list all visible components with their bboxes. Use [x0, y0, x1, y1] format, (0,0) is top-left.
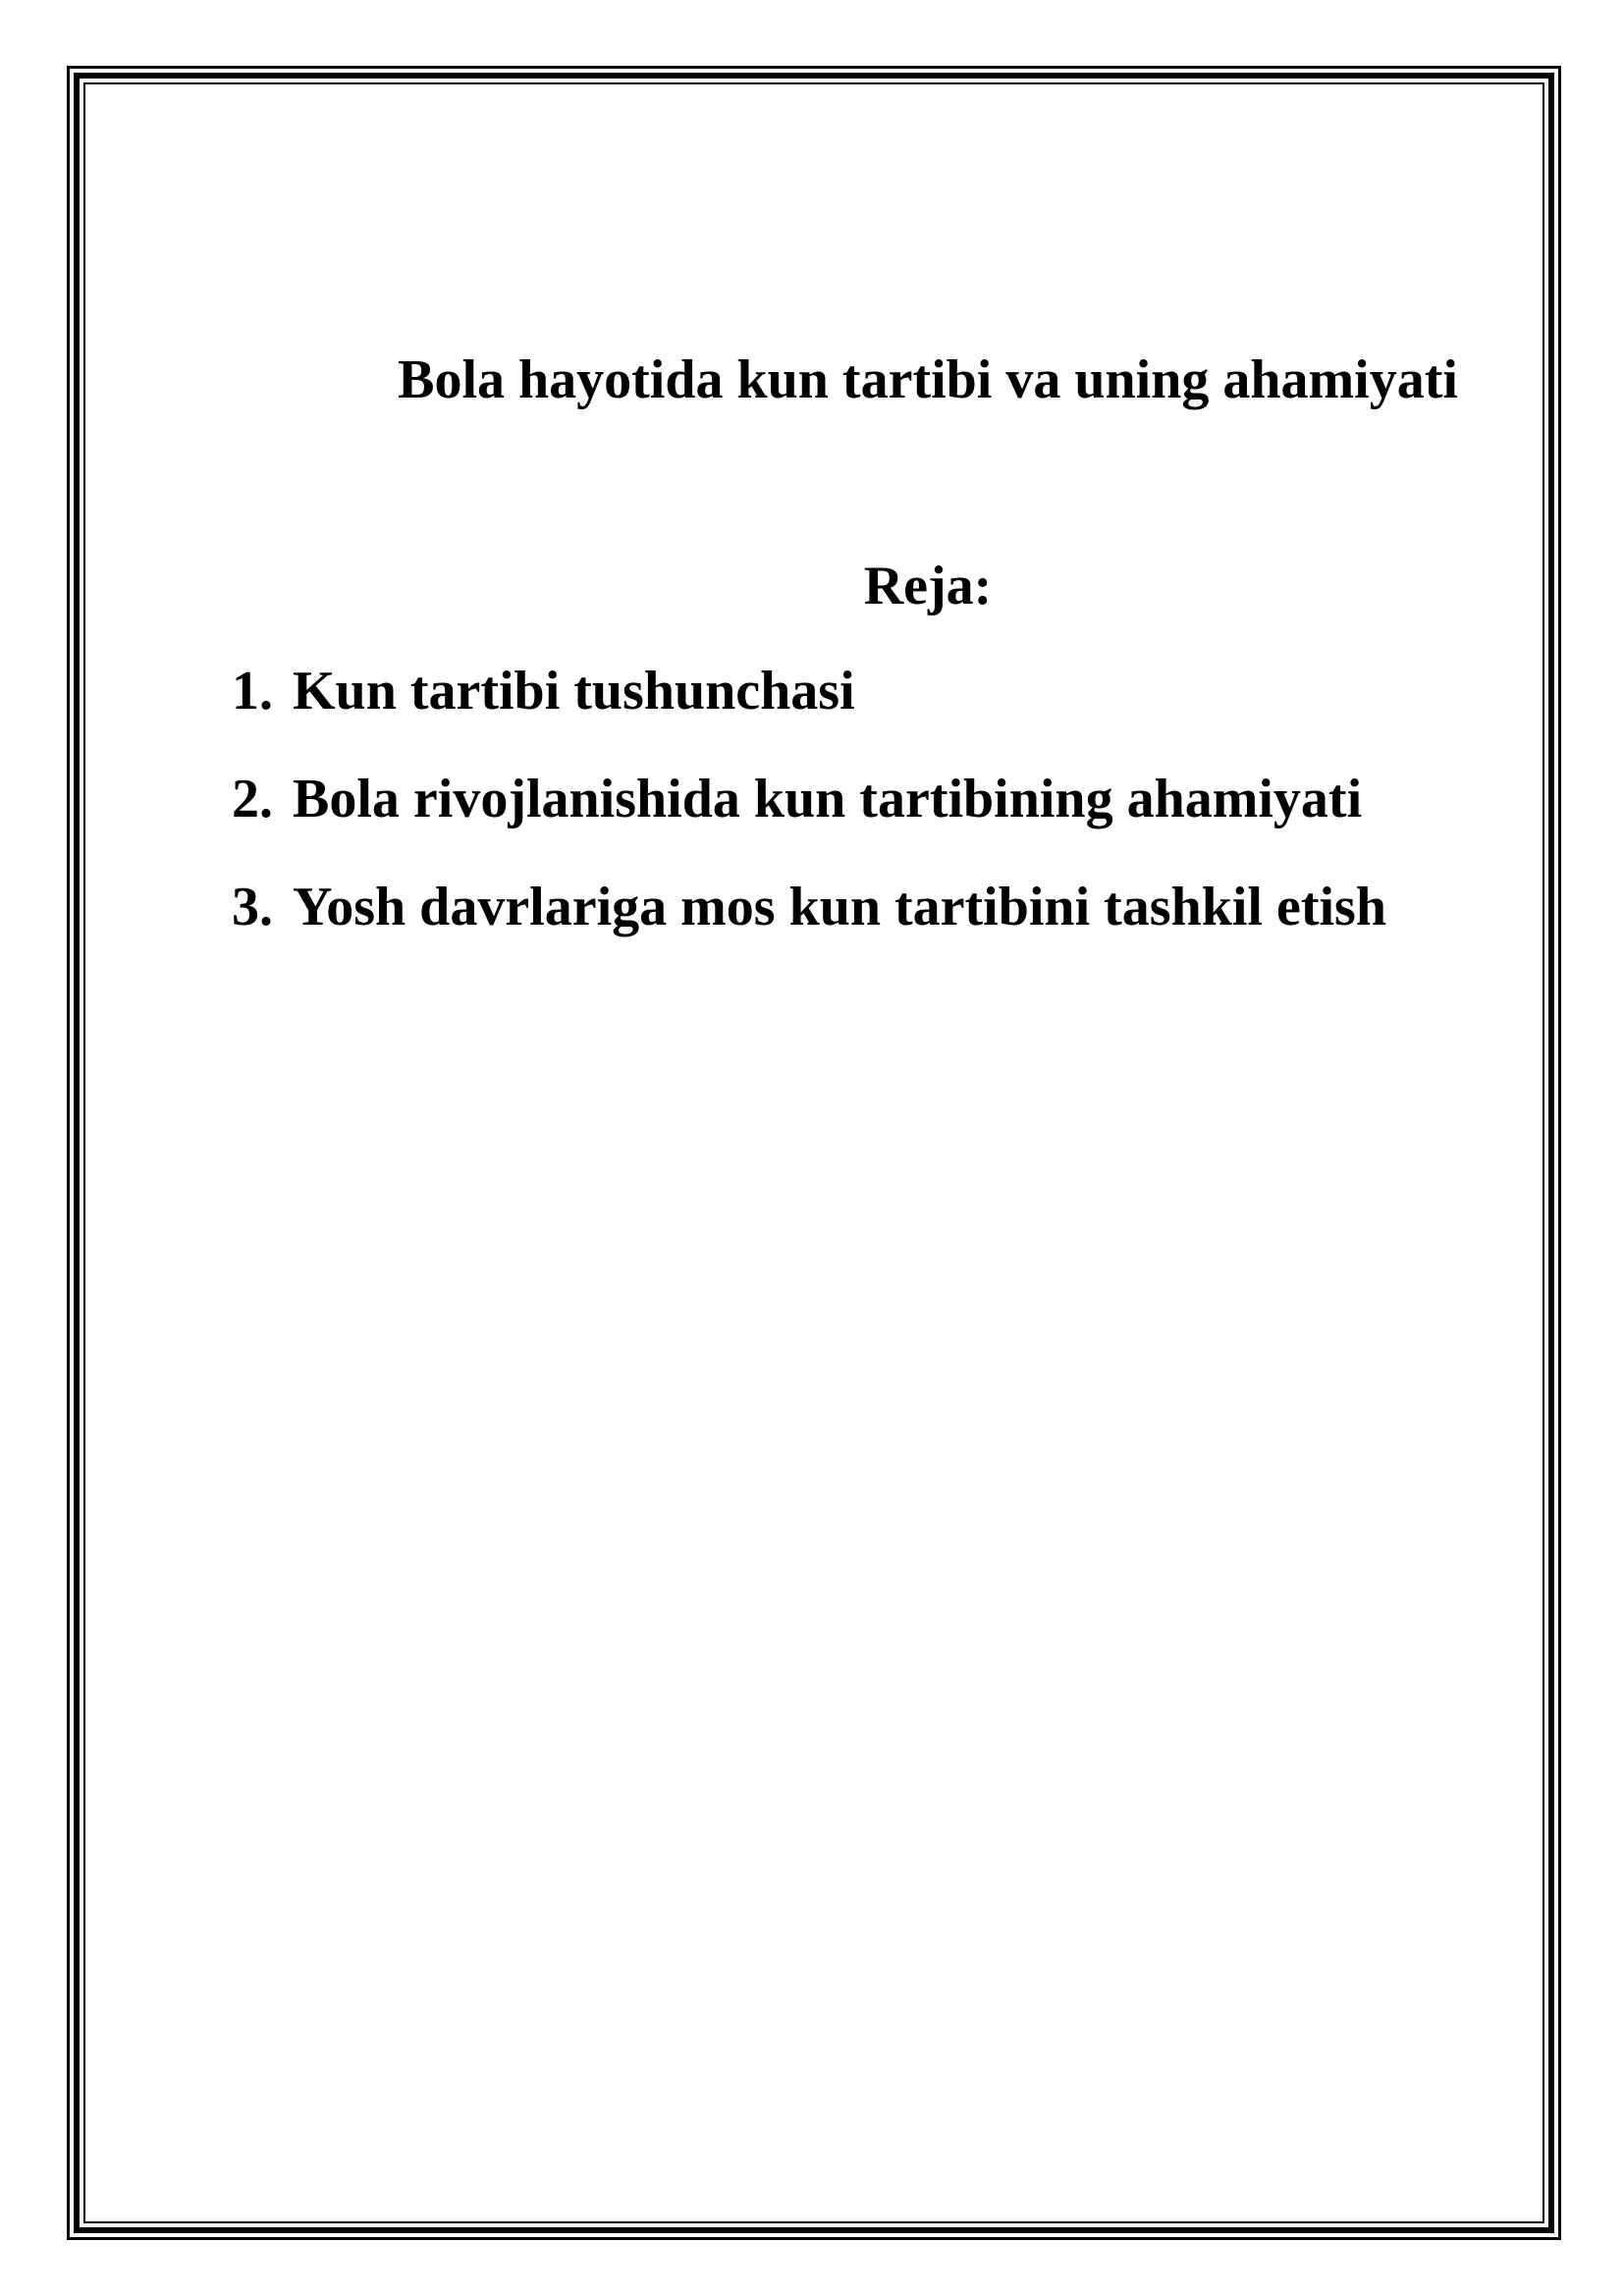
plan-item-text: Yosh davrlariga mos kun tartibini tashkil etish — [293, 877, 1386, 937]
plan-item-3 — [232, 873, 1386, 941]
plan-heading: Reja: — [863, 556, 993, 616]
plan-item-text: Kun tartibi tushunchasi — [293, 661, 855, 721]
plan-item-number: 3. — [232, 877, 273, 937]
plan-item-text: Bola rivojlanishida kun tartibining ahamiyati — [293, 769, 1363, 829]
plan-item-1 — [232, 657, 1386, 725]
plan-item-2 — [232, 765, 1386, 833]
plan-item-number: 1. — [232, 661, 273, 721]
document-title: Bola hayotida kun tartibi va uning ahamiyati — [398, 349, 1458, 410]
plan-item-number: 2. — [232, 769, 273, 829]
plan-list — [232, 657, 1386, 981]
